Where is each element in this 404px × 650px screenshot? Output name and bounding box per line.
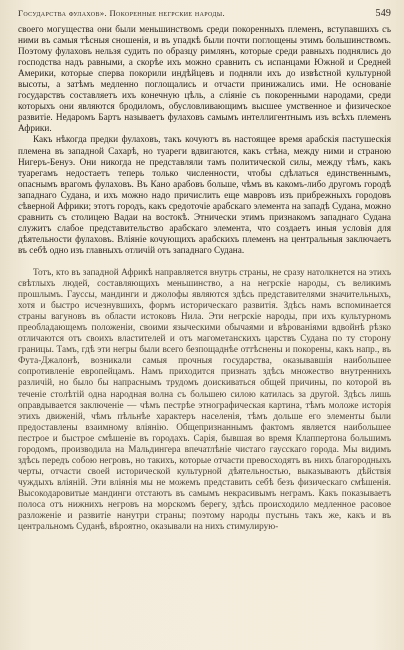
paragraph-3: Тотъ, кто въ западной Африкѣ направляется внутрь страны, не сразу натолкнется на этихъ свѣтлыхъ людей, составляющихъ меньшинство, а на негрскіе народы, съ великимъ прошлымъ. Гауссы, мандинги и джолофы являются здѣсь представителями значительныхъ, хотя и быстро исчезнувшихъ, формъ историческаго развитія. Здѣсь намъ вспоминается страны вагуновъ въ области истоковъ Нила. Эти негрскіе народы, при ихъ культурномъ преобладающемъ положеніи, своими языческими обычаями и вѣрованіями вдвойнѣ рѣзко отличаются отъ своихъ властителей и отъ магометанскихъ царствъ Судана по ту сторону границы. Тамъ, гдѣ эти негры были всего безпощаднѣе оттѣснены и покорены, какъ напр., въ Фута-Джалонѣ, возникали самыя прочныя государства, оказывавшія наибольшее сопротивленіе европейцамъ. Намъ приходится признать здѣсь множество внутреннихъ различій, но было бы напраснымъ трудомъ доискиваться общей причины, по которой въ теченіе столѣтій одна народная волна съ большею силою катилась за другой. Здѣсь лишь оправдывается заключеніе — чѣмъ пестрѣе этнографическая картина, тѣмъ моложе исторія этихъ движеній, чѣмъ пѣльнѣе характеръ населенія, тѣмъ дольше его элементы были предоставлены взаимному вліянію. Общепризнаннымъ фактомъ является наибольшее пестрое и быстрое смѣшеніе въ городахъ. Сарія, бывшая во время Клаппертона большимъ городомъ, производила на Мальдингера впечатлѣніе чистаго гаусскаго города. Мы видимъ здѣсь передъ собою негровъ, но такихъ, которые отчасти превосходятъ въ нихъ благородныхъ черты, отчасти своей исторической культурной дѣятельностью, выказываютъ дѣйствія чуждыхъ вліяній. Эти вліянія мы не можемъ представить себѣ безъ физическаго смѣшенія. Высокодаровитые мандинги отстаютъ въ самымъ некрасивымъ неграмъ. Какъ показываетъ полоса отъ нижнихъ негровъ на морскомъ берегу, здѣсь происходило медленное расовое разложеніе и развитіе нанутри страны; поэтому народы пустынь такъ же, какъ и въ центральномъ Суданѣ, вѣроятно, оказывали на нихъ стимулирую- bbox=[18, 267, 391, 533]
running-header bbox=[18, 6, 391, 20]
paragraph-1: своего могущества они были меньшинствомъ среди покоренныхъ племенъ, вступавшихъ съ ними въ самыя тѣсныя сношенія, и въ упадкѣ были почти поглощены этимъ большинствомъ. Поэтому фулаховъ нельзя судить по образцу римлянъ, которые среди равныхъ поднялись до господства надъ равными, а скорѣе ихъ можно сравнить съ испанцами Южной и Средней Америки, которые сперва покорили индѣйцевъ и подняли ихъ до извѣстной культурной высоты, а затѣмъ медленно поглощались и отчасти принижались ими. Не основаніе государствъ составляетъ ихъ конечную цѣль, а сліяніе съ покоренными народами, среди которыхъ они являются бродиломъ, обусловливающимъ высшее умственное и физическое развитіе. Недаромъ Бартъ называетъ фулаховъ самымъ интеллигентнымъ изъ всѣхъ племенъ Африки. bbox=[18, 25, 391, 135]
page-number: 549 bbox=[375, 8, 391, 19]
running-title: Государства фулахов». Покоренные негрские народы. bbox=[18, 8, 225, 18]
paragraph-2: Какъ нѣкогда предки фулаховъ, такъ кочуютъ въ настоящее время арабскія пастушескія племена въ западной Сахарѣ, но туареги вдвигаются, какъ стѣна, между ними и страною Нигеръ-Бенуэ. Они никогда не представляли тамъ политической силы, между тѣмъ, какъ туарегамъ недостаетъ теперь только численности, чтобы сдѣлаться единственнымъ, опаснымъ врагомъ фулаховъ. Въ Кано арабовъ больше, чѣмъ въ какомъ-либо другомъ городѣ западнаго Судана, и ихъ можно надо причислить еще мавровъ изъ прибрежныхъ городовъ сѣверной Африки; этотъ городъ, какъ средоточіе арабскаго элемента на западѣ Судана, можно сравнить съ столицею Вадаи на востокѣ. Этнически этимъ признакомъ западнаго Судана служитъ слабое представительство арабскаго элемента, что создаетъ иныя условія для дѣятельности фулаховъ. Вліяніе кочующихъ арабскихъ племенъ на центральныя заключаетъ въ себѣ одно изъ главныхъ отличій отъ западнаго Судана. bbox=[18, 135, 391, 256]
body-text bbox=[18, 25, 391, 533]
paragraph-gap bbox=[18, 257, 391, 268]
